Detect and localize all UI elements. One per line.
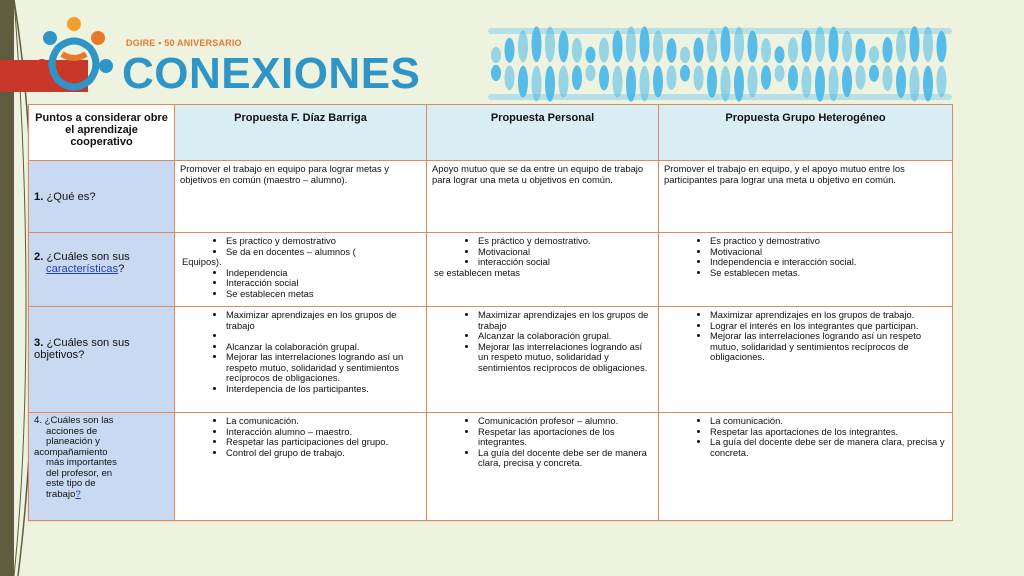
question-2: 2. ¿Cuáles son sus características? [29,233,175,307]
logo-wordmark: CONEXIONES [122,49,421,98]
table-row [29,307,953,413]
cell-3-heterogeneo: • Maximizar aprendizajes en los grupos de trabajo. • Lograr el interés en los integrantes que participan. • Mejorar las interrelaciones logrando así un respeto mutuo, solidaridad y sentimientos recíprocos de obligaciones. [659,307,953,413]
question-3: 3. ¿Cuáles son sus objetivos? [29,307,175,413]
cell-3-personal: • Maximizar aprendizajes en los grupos de trabajo • Alcanzar la colaboración grupal. • Mejorar las interrelaciones logrando así un respeto mutuo, solidaridad y sentimientos recíprocos de obligaciones. [427,307,659,413]
people-circle-icon [28,14,120,106]
cell-4-heterogeneo: • La comunicación. • Respetar las aportaciones de los integrantes. • La guía del docente debe ser de manera clara, precisa y concreta. [659,413,953,521]
cell-1-heterogeneo: Promover el trabajo en equipo, y el apoyo mutuo entre los participantes para lograr una meta u objetivo en común. [659,161,953,233]
cell-3-diaz: • Maximizar aprendizajes en los grupos de trabajo • • Alcanzar la colaboración grupal. • Mejorar las interrelaciones logrando así un respeto mutuo, solidaridad y sentimientos recíprocos de obligaciones. • Interdepencia de los participantes. [175,307,427,413]
header-personal: Propuesta Personal [427,105,659,161]
caracteristicas-link[interactable]: características [46,263,119,275]
cell-1-diaz: Promover el trabajo en equipo para lograr metas y objetivos en común (maestro – alumno). [175,161,427,233]
table-row [29,233,953,307]
question-4: 4. ¿Cuáles son las acciones de planeación y acompañamiento más importantes del profesor, en este tipo de trabajo? [29,413,175,521]
header-points: Puntos a considerar obre el aprendizaje cooperativo [29,105,175,161]
dna-pattern-decor [488,22,952,106]
cell-2-diaz: • Es practico y demostrativo • Se da en docentes – alumnos ( Equipos). • Independencia • Interacción social • Se establecen metas [175,233,427,307]
cell-4-diaz: • La comunicación. • Interacción alumno – maestro. • Respetar las participaciones del grupo. • Control del grupo de trabajo. [175,413,427,521]
table-row [29,161,953,233]
conexiones-logo [28,14,421,106]
header-diaz-barriga: Propuesta F. Díaz Barriga [175,105,427,161]
question-1: 1. ¿Qué es? [29,161,175,233]
cell-4-personal: • Comunicación profesor – alumno. • Respetar las aportaciones de los integrantes. • La guía del docente debe ser de manera clara, precisa y concreta. [427,413,659,521]
header-heterogeneo: Propuesta Grupo Heterogéneo [659,105,953,161]
table-header-row [29,105,953,161]
cell-1-personal: Apoyo mutuo que se da entre un equipo de trabajo para lograr una meta u objetivos en común. [427,161,659,233]
table-row [29,413,953,521]
logo-tagline: DGIRE • 50 ANIVERSARIO [126,38,242,48]
cell-2-heterogeneo: • Es practico y demostrativo • Motivacional • Independencia e interacción social. • Se establecen metas. [659,233,953,307]
comparison-table [28,104,952,520]
cell-2-personal: • Es práctico y demostrativo. • Motivacional • interacción social se establecen metas [427,233,659,307]
